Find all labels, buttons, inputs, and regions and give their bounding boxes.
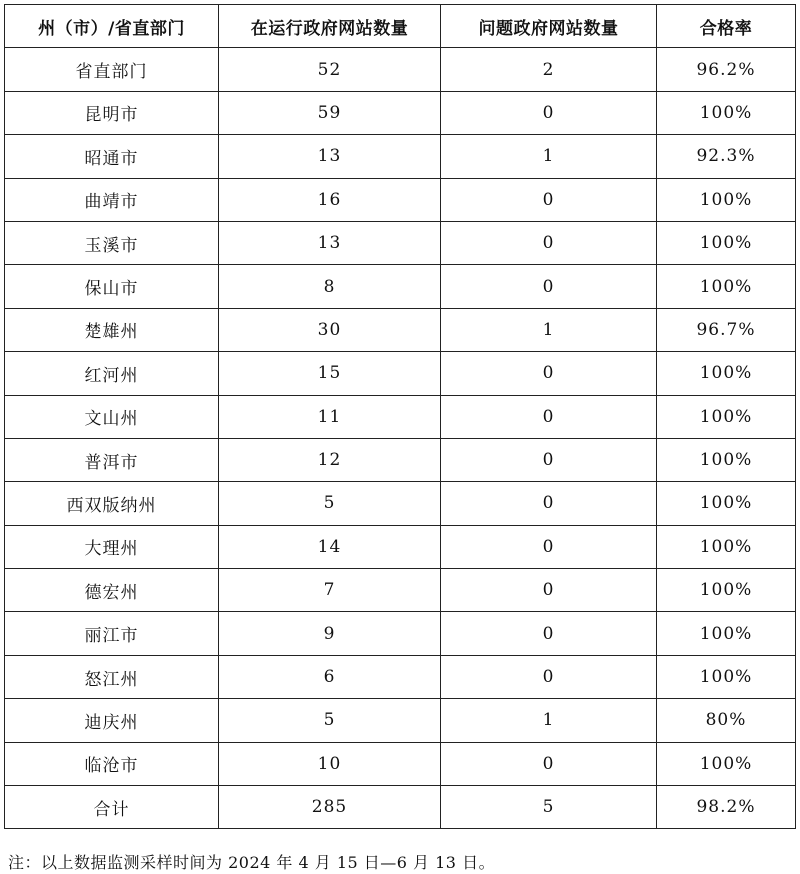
cell-problem-count: 5 bbox=[441, 786, 657, 829]
cell-running-count: 7 bbox=[219, 569, 441, 612]
cell-region: 德宏州 bbox=[5, 569, 219, 612]
cell-running-count: 13 bbox=[219, 221, 441, 264]
footnote: 注：以上数据监测采样时间为 2024 年 4 月 15 日—6 月 13 日。 bbox=[8, 853, 496, 872]
cell-problem-count: 1 bbox=[441, 135, 657, 178]
cell-problem-count: 0 bbox=[441, 178, 657, 221]
table-header-row bbox=[5, 5, 796, 48]
table-row bbox=[5, 569, 796, 612]
cell-pass-rate: 100% bbox=[657, 438, 796, 481]
table-row bbox=[5, 48, 796, 91]
cell-pass-rate: 100% bbox=[657, 221, 796, 264]
cell-region: 迪庆州 bbox=[5, 699, 219, 742]
cell-region: 昆明市 bbox=[5, 91, 219, 134]
cell-problem-count: 0 bbox=[441, 742, 657, 785]
cell-problem-count: 1 bbox=[441, 308, 657, 351]
cell-running-count: 52 bbox=[219, 48, 441, 91]
cell-running-count: 5 bbox=[219, 482, 441, 525]
table-row bbox=[5, 221, 796, 264]
cell-pass-rate: 100% bbox=[657, 569, 796, 612]
cell-problem-count: 0 bbox=[441, 352, 657, 395]
cell-running-count: 59 bbox=[219, 91, 441, 134]
cell-running-count: 15 bbox=[219, 352, 441, 395]
table-row bbox=[5, 786, 796, 829]
table-row bbox=[5, 178, 796, 221]
cell-problem-count: 0 bbox=[441, 612, 657, 655]
cell-pass-rate: 100% bbox=[657, 612, 796, 655]
cell-region: 怒江州 bbox=[5, 655, 219, 698]
cell-region: 楚雄州 bbox=[5, 308, 219, 351]
cell-pass-rate: 80% bbox=[657, 699, 796, 742]
cell-problem-count: 0 bbox=[441, 655, 657, 698]
table-row bbox=[5, 482, 796, 525]
cell-region: 曲靖市 bbox=[5, 178, 219, 221]
header-running-count: 在运行政府网站数量 bbox=[219, 5, 441, 48]
cell-region: 大理州 bbox=[5, 525, 219, 568]
table-row bbox=[5, 265, 796, 308]
cell-pass-rate: 92.3% bbox=[657, 135, 796, 178]
cell-region: 保山市 bbox=[5, 265, 219, 308]
table-row bbox=[5, 655, 796, 698]
website-statistics-table bbox=[4, 4, 796, 829]
cell-problem-count: 0 bbox=[441, 438, 657, 481]
cell-pass-rate: 100% bbox=[657, 178, 796, 221]
table-row bbox=[5, 742, 796, 785]
table-row bbox=[5, 135, 796, 178]
cell-region: 合计 bbox=[5, 786, 219, 829]
table-row bbox=[5, 525, 796, 568]
cell-pass-rate: 100% bbox=[657, 482, 796, 525]
cell-region: 省直部门 bbox=[5, 48, 219, 91]
table-row bbox=[5, 395, 796, 438]
cell-region: 昭通市 bbox=[5, 135, 219, 178]
cell-problem-count: 0 bbox=[441, 395, 657, 438]
cell-region: 普洱市 bbox=[5, 438, 219, 481]
cell-problem-count: 0 bbox=[441, 265, 657, 308]
cell-running-count: 8 bbox=[219, 265, 441, 308]
cell-problem-count: 2 bbox=[441, 48, 657, 91]
cell-region: 临沧市 bbox=[5, 742, 219, 785]
cell-pass-rate: 100% bbox=[657, 352, 796, 395]
table-row bbox=[5, 438, 796, 481]
cell-pass-rate: 96.7% bbox=[657, 308, 796, 351]
cell-problem-count: 0 bbox=[441, 221, 657, 264]
header-problem-count: 问题政府网站数量 bbox=[441, 5, 657, 48]
cell-pass-rate: 100% bbox=[657, 742, 796, 785]
cell-region: 西双版纳州 bbox=[5, 482, 219, 525]
cell-pass-rate: 100% bbox=[657, 91, 796, 134]
table-body bbox=[5, 48, 796, 829]
cell-region: 文山州 bbox=[5, 395, 219, 438]
cell-problem-count: 0 bbox=[441, 569, 657, 612]
table-row bbox=[5, 699, 796, 742]
table-row bbox=[5, 352, 796, 395]
cell-running-count: 30 bbox=[219, 308, 441, 351]
cell-running-count: 9 bbox=[219, 612, 441, 655]
cell-running-count: 16 bbox=[219, 178, 441, 221]
cell-pass-rate: 100% bbox=[657, 525, 796, 568]
table-row bbox=[5, 308, 796, 351]
cell-pass-rate: 100% bbox=[657, 655, 796, 698]
cell-problem-count: 0 bbox=[441, 482, 657, 525]
cell-pass-rate: 100% bbox=[657, 265, 796, 308]
cell-region: 丽江市 bbox=[5, 612, 219, 655]
table-row bbox=[5, 91, 796, 134]
table-row bbox=[5, 612, 796, 655]
cell-pass-rate: 98.2% bbox=[657, 786, 796, 829]
cell-running-count: 13 bbox=[219, 135, 441, 178]
cell-running-count: 285 bbox=[219, 786, 441, 829]
cell-running-count: 11 bbox=[219, 395, 441, 438]
header-region: 州（市）/省直部门 bbox=[5, 5, 219, 48]
cell-region: 红河州 bbox=[5, 352, 219, 395]
cell-problem-count: 0 bbox=[441, 525, 657, 568]
cell-running-count: 12 bbox=[219, 438, 441, 481]
cell-pass-rate: 96.2% bbox=[657, 48, 796, 91]
cell-running-count: 6 bbox=[219, 655, 441, 698]
cell-running-count: 14 bbox=[219, 525, 441, 568]
cell-problem-count: 1 bbox=[441, 699, 657, 742]
header-pass-rate: 合格率 bbox=[657, 5, 796, 48]
cell-region: 玉溪市 bbox=[5, 221, 219, 264]
cell-running-count: 5 bbox=[219, 699, 441, 742]
cell-problem-count: 0 bbox=[441, 91, 657, 134]
cell-pass-rate: 100% bbox=[657, 395, 796, 438]
cell-running-count: 10 bbox=[219, 742, 441, 785]
